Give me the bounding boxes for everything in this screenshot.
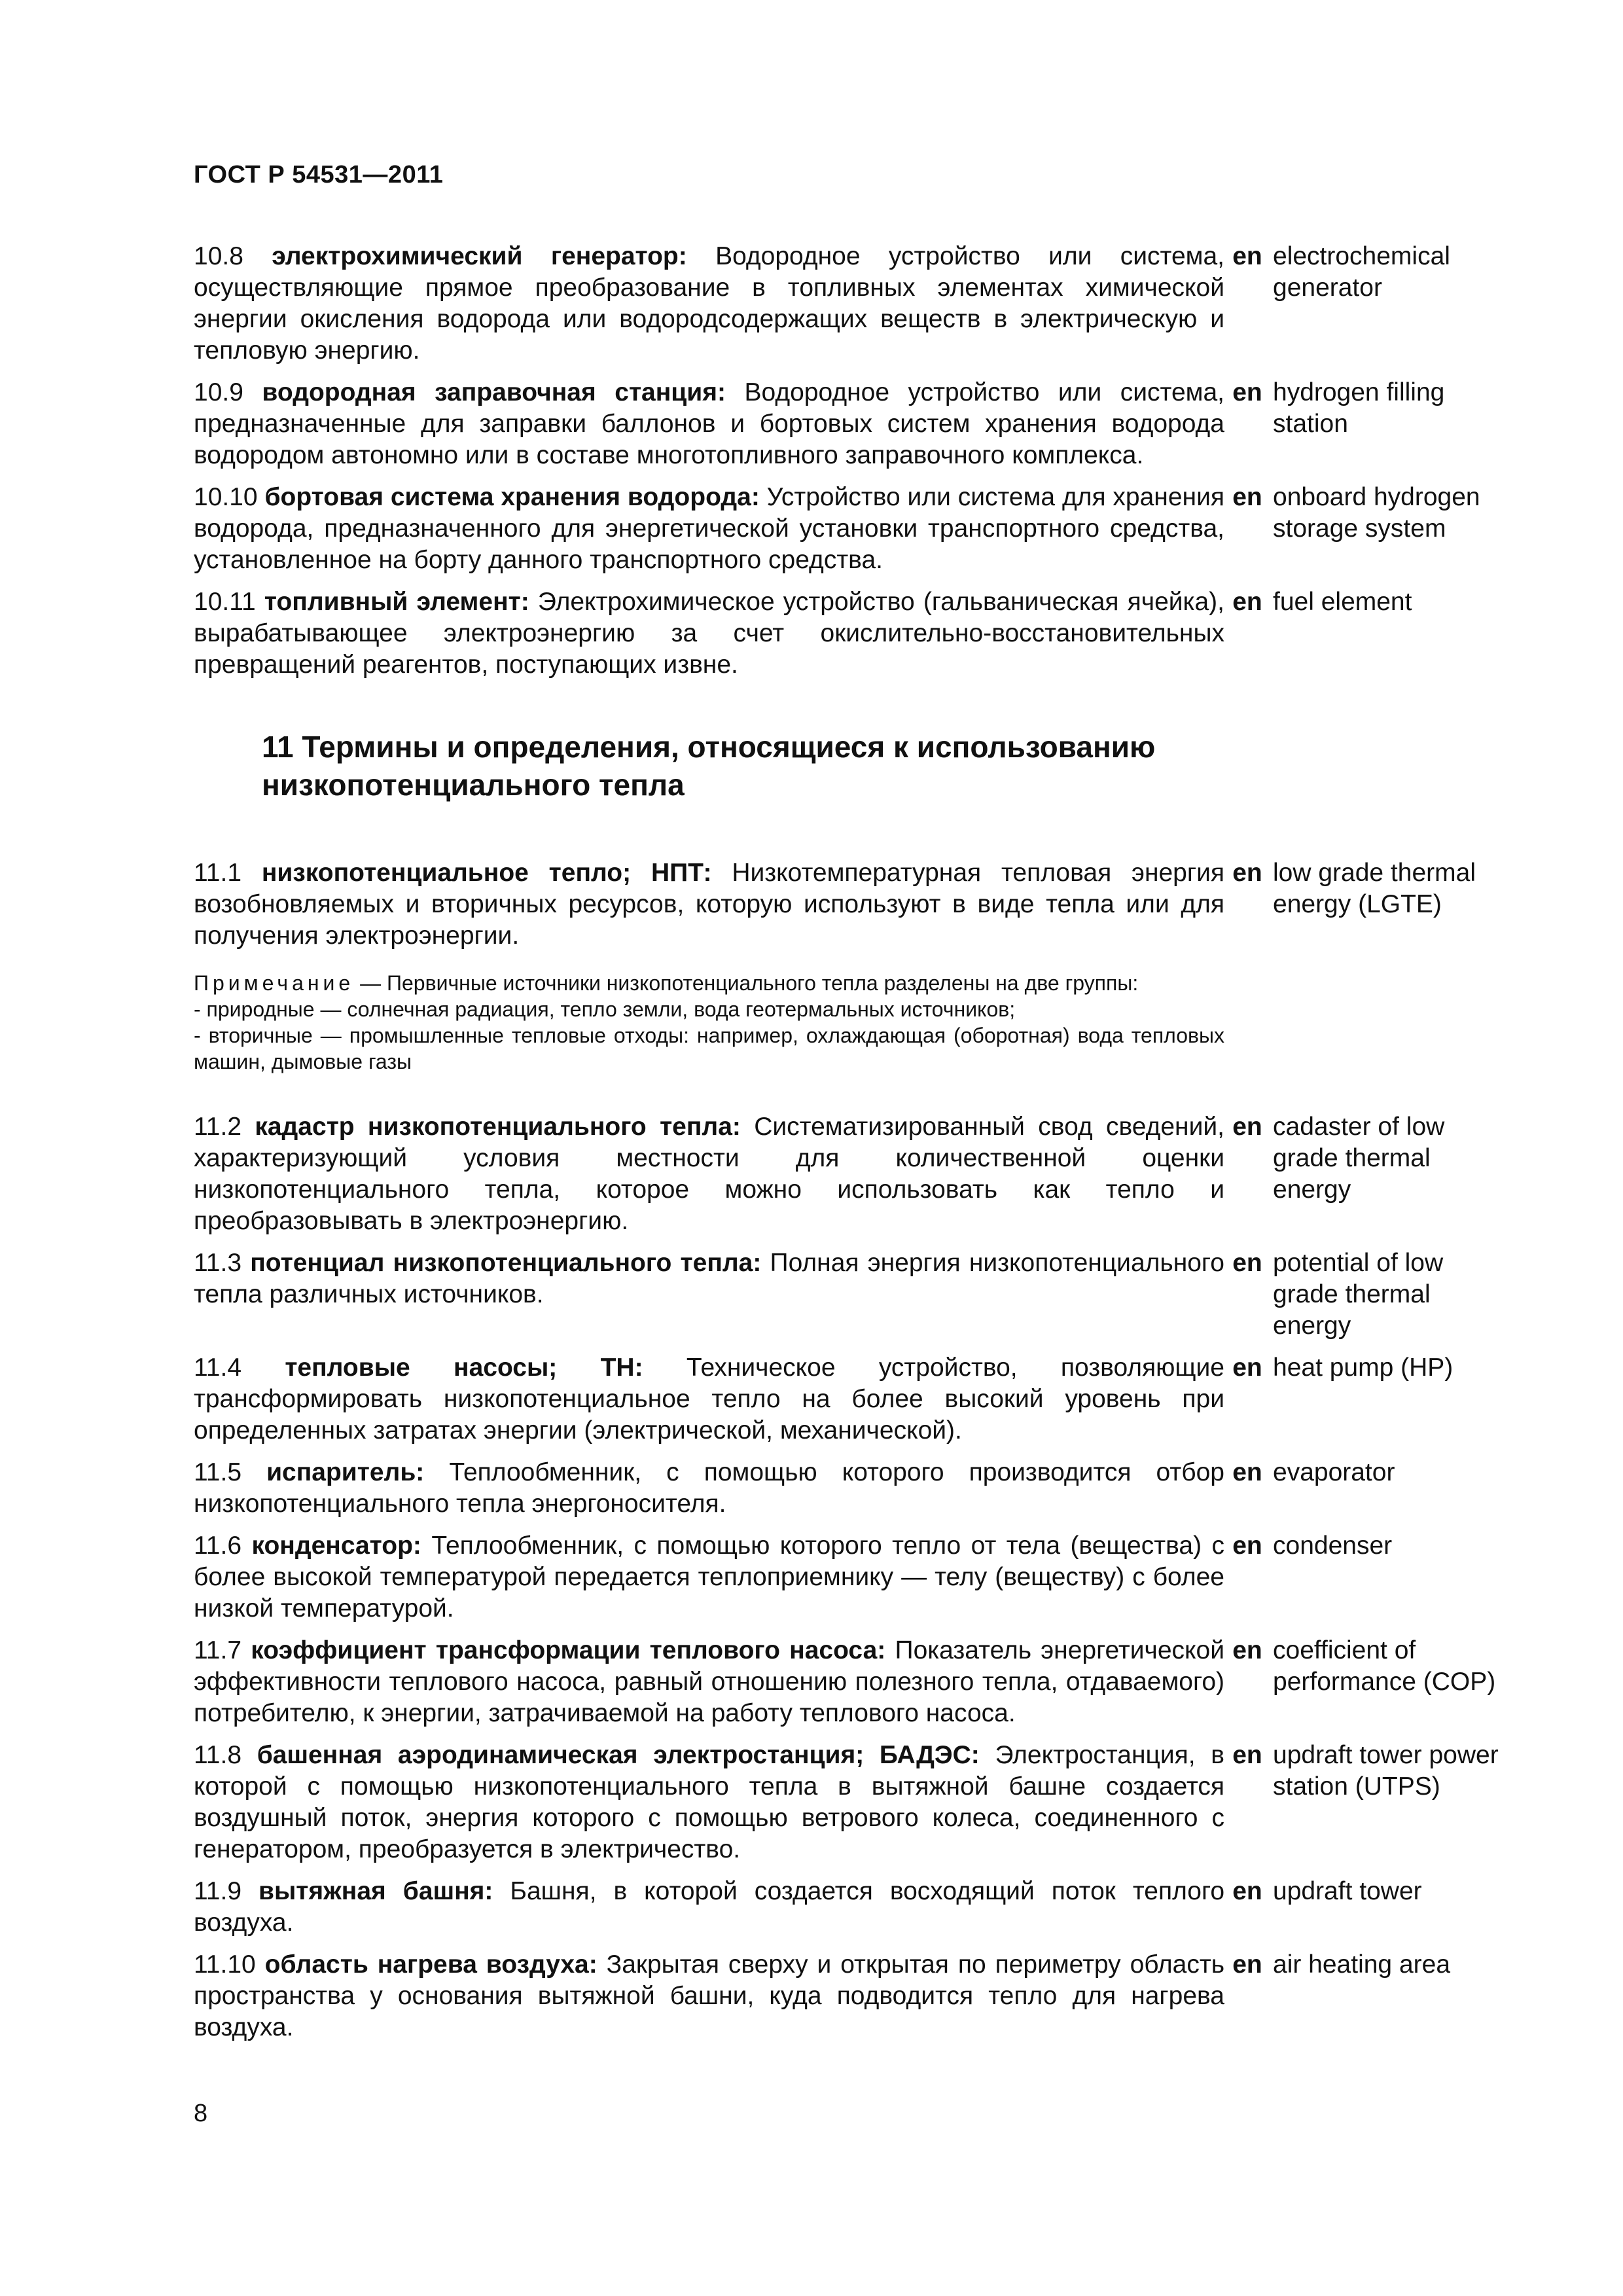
term-name: испаритель: [266,1458,425,1486]
note-label: Примечание [194,971,355,995]
term-entry [194,377,1509,471]
term-entry [194,482,1509,576]
term-name: топливный элемент: [264,588,529,616]
term-number: 10.9 [194,378,243,406]
term-definition [194,586,1224,681]
term-entry [194,1876,1509,1939]
term-entry [194,1635,1509,1729]
term-entry [194,857,1509,952]
term-text: Закрытая сверху и открытая по периметру область пространства у основания вытяжной башни, куда подводится тепло для нагрева воздуха. [194,1950,1225,2041]
english-equivalent: electrochemical generator [1273,242,1450,302]
english-equivalent: cadaster of low grade thermal energy [1273,1113,1445,1204]
term-text: Низкотемпературная тепловая энергия возобновляемых и вторичных ресурсов, которую используют в виде тепла или для получения электроэнергии. [194,859,1224,950]
language-code: en [1232,1458,1262,1486]
term-entry [194,241,1509,367]
term-definition [194,1635,1224,1729]
term-definition [194,377,1224,471]
term-entry [194,1457,1509,1520]
term-entry [194,1740,1509,1865]
term-definition [194,241,1224,367]
term-definition [194,1111,1224,1237]
term-text: Полная энергия низкопотенциального тепла различных источников. [194,1249,1224,1308]
term-definition [194,1876,1224,1939]
term-definition [194,1949,1224,2043]
term-name: коэффициент трансформации теплового насоса: [251,1636,886,1664]
document-header: ГОСТ Р 54531—2011 [194,161,444,188]
term-entry [194,1111,1509,1237]
language-code: en [1232,1354,1262,1382]
term-definition [194,1530,1224,1624]
term-number: 10.8 [194,242,243,270]
note-block [194,970,1224,1075]
term-number: 11.10 [194,1950,256,1979]
term-name: водородная заправочная станция: [262,378,726,406]
term-number: 11.1 [194,859,242,887]
term-entry [194,1949,1509,2043]
term-text: Показатель энергетической эффективности теплового насоса, равный отношению полезного тепла, отдаваемого) потребителю, к энергии, затрачиваемой на работу теплового насоса. [194,1636,1224,1727]
term-definition [194,1352,1224,1446]
term-number: 10.10 [194,483,258,511]
term-name: бортовая система хранения водорода: [264,483,760,511]
term-number: 10.11 [194,588,256,616]
language-code: en [1232,588,1262,616]
english-equivalent: condenser [1273,1532,1393,1560]
term-text: Теплообменник, с помощью которого тепло от тела (вещества) с более высокой температурой передается теплоприемнику — телу (веществу) с более низкой температурой. [194,1532,1224,1623]
language-code: en [1232,859,1262,887]
language-code: en [1232,483,1262,511]
term-name: область нагрева воздуха: [264,1950,597,1979]
english-equivalent: hydrogen filling station [1273,378,1445,438]
language-code: en [1232,1950,1262,1979]
english-equivalent: low grade thermal energy (LGTE) [1273,859,1476,918]
english-equivalent: evaporator [1273,1458,1395,1486]
term-definition [194,1457,1224,1520]
term-number: 11.6 [194,1532,242,1560]
term-number: 11.2 [194,1113,242,1141]
term-name: конденсатор: [251,1532,421,1560]
term-text: Башня, в которой создается восходящий поток теплого воздуха. [194,1877,1225,1937]
term-number: 11.8 [194,1741,242,1769]
english-equivalent: updraft tower [1273,1877,1422,1905]
term-text: Устройство или система для хранения водорода, предназначенного для энергетической установки транспортного средства, установленное на борту данного транспортного средства. [194,483,1224,574]
term-name: тепловые насосы; ТН: [285,1354,643,1382]
term-text: Электрохимическое устройство (гальваническая ячейка), вырабатывающее электроэнергию за счет окислительно-восстановительных превращений реагентов, поступающих извне. [194,588,1224,679]
term-text: Электростанция, в которой с помощью низкопотенциального тепла в вытяжной башне создается воздушный поток, энергия которого с помощью ветрового колеса, соединенного с генератором, преобразуется в электричество. [194,1741,1224,1863]
language-code: en [1232,1877,1262,1905]
term-text: Водородное устройство или система, осуществляющие прямое преобразование в топливных элементах химической энергии окисления водорода или водородсодержащих веществ в электрическую и тепловую энергию. [194,242,1225,365]
document-body [194,241,1509,2054]
term-definition [194,1247,1224,1310]
page-number: 8 [194,2100,208,2127]
language-code: en [1232,1532,1262,1560]
term-name: вытяжная башня: [259,1877,493,1905]
language-code: en [1232,1741,1262,1769]
term-text: Техническое устройство, позволяющие трансформировать низкопотенциальное тепло на более высокий уровень при определенных затратах энергии (электрической, механической). [194,1354,1224,1444]
language-code: en [1232,1249,1262,1277]
term-text: Теплообменник, с помощью которого производится отбор низкопотенциального тепла энергоносителя. [194,1458,1224,1518]
english-equivalent: onboard hydrogen storage system [1273,483,1480,543]
language-code: en [1232,1113,1262,1141]
english-equivalent: coefficient of performance (COP) [1273,1636,1496,1696]
term-entry [194,1352,1509,1446]
term-number: 11.3 [194,1249,242,1277]
term-name: низкопотенциальное тепло; НПТ: [261,859,712,887]
term-name: электрохимический генератор: [272,242,687,270]
term-entry [194,586,1509,681]
term-entry [194,1530,1509,1624]
note-intro [194,970,1224,996]
language-code: en [1232,378,1262,406]
note-item: - природные — солнечная радиация, тепло земли, вода геотермальных источников; [194,997,1016,1021]
term-definition [194,482,1224,576]
english-equivalent: fuel element [1273,588,1412,616]
term-definition [194,1740,1224,1865]
language-code: en [1232,1636,1262,1664]
term-name: башенная аэродинамическая электростанция; БАДЭС: [257,1741,980,1769]
term-number: 11.5 [194,1458,242,1486]
term-entry [194,1247,1509,1342]
section-title: 11 Термины и определения, относящиеся к использованию низкопотенциального тепла [262,730,1156,802]
term-number: 11.4 [194,1354,242,1382]
term-name: кадастр низкопотенциального тепла: [255,1113,741,1141]
term-number: 11.9 [194,1877,242,1905]
note-text: — Первичные источники низкопотенциального тепла разделены на две группы: [360,971,1139,995]
term-definition [194,857,1224,952]
term-number: 11.7 [194,1636,242,1664]
language-code: en [1232,242,1262,270]
english-equivalent: heat pump (HP) [1273,1354,1454,1382]
note-item: - вторичные — промышленные тепловые отходы: например, охлаждающая (оборотная) вода тепловых машин, дымовые газы [194,1024,1224,1073]
english-equivalent: air heating area [1273,1950,1451,1979]
english-equivalent: potential of low grade thermal energy [1273,1249,1444,1340]
english-equivalent: updraft tower power station (UTPS) [1273,1741,1499,1801]
term-text: Систематизированный свод сведений, характеризующий условия местности для количественной оценки низкопотенциального тепла, которое можно использовать как тепло и преобразовывать в электроэнергию. [194,1113,1224,1235]
term-name: потенциал низкопотенциального тепла: [250,1249,762,1277]
term-text: Водородное устройство или система, предназначенные для заправки баллонов и бортовых систем хранения водорода водородом автономно или в составе многотопливного заправочного комплекса. [194,378,1225,469]
